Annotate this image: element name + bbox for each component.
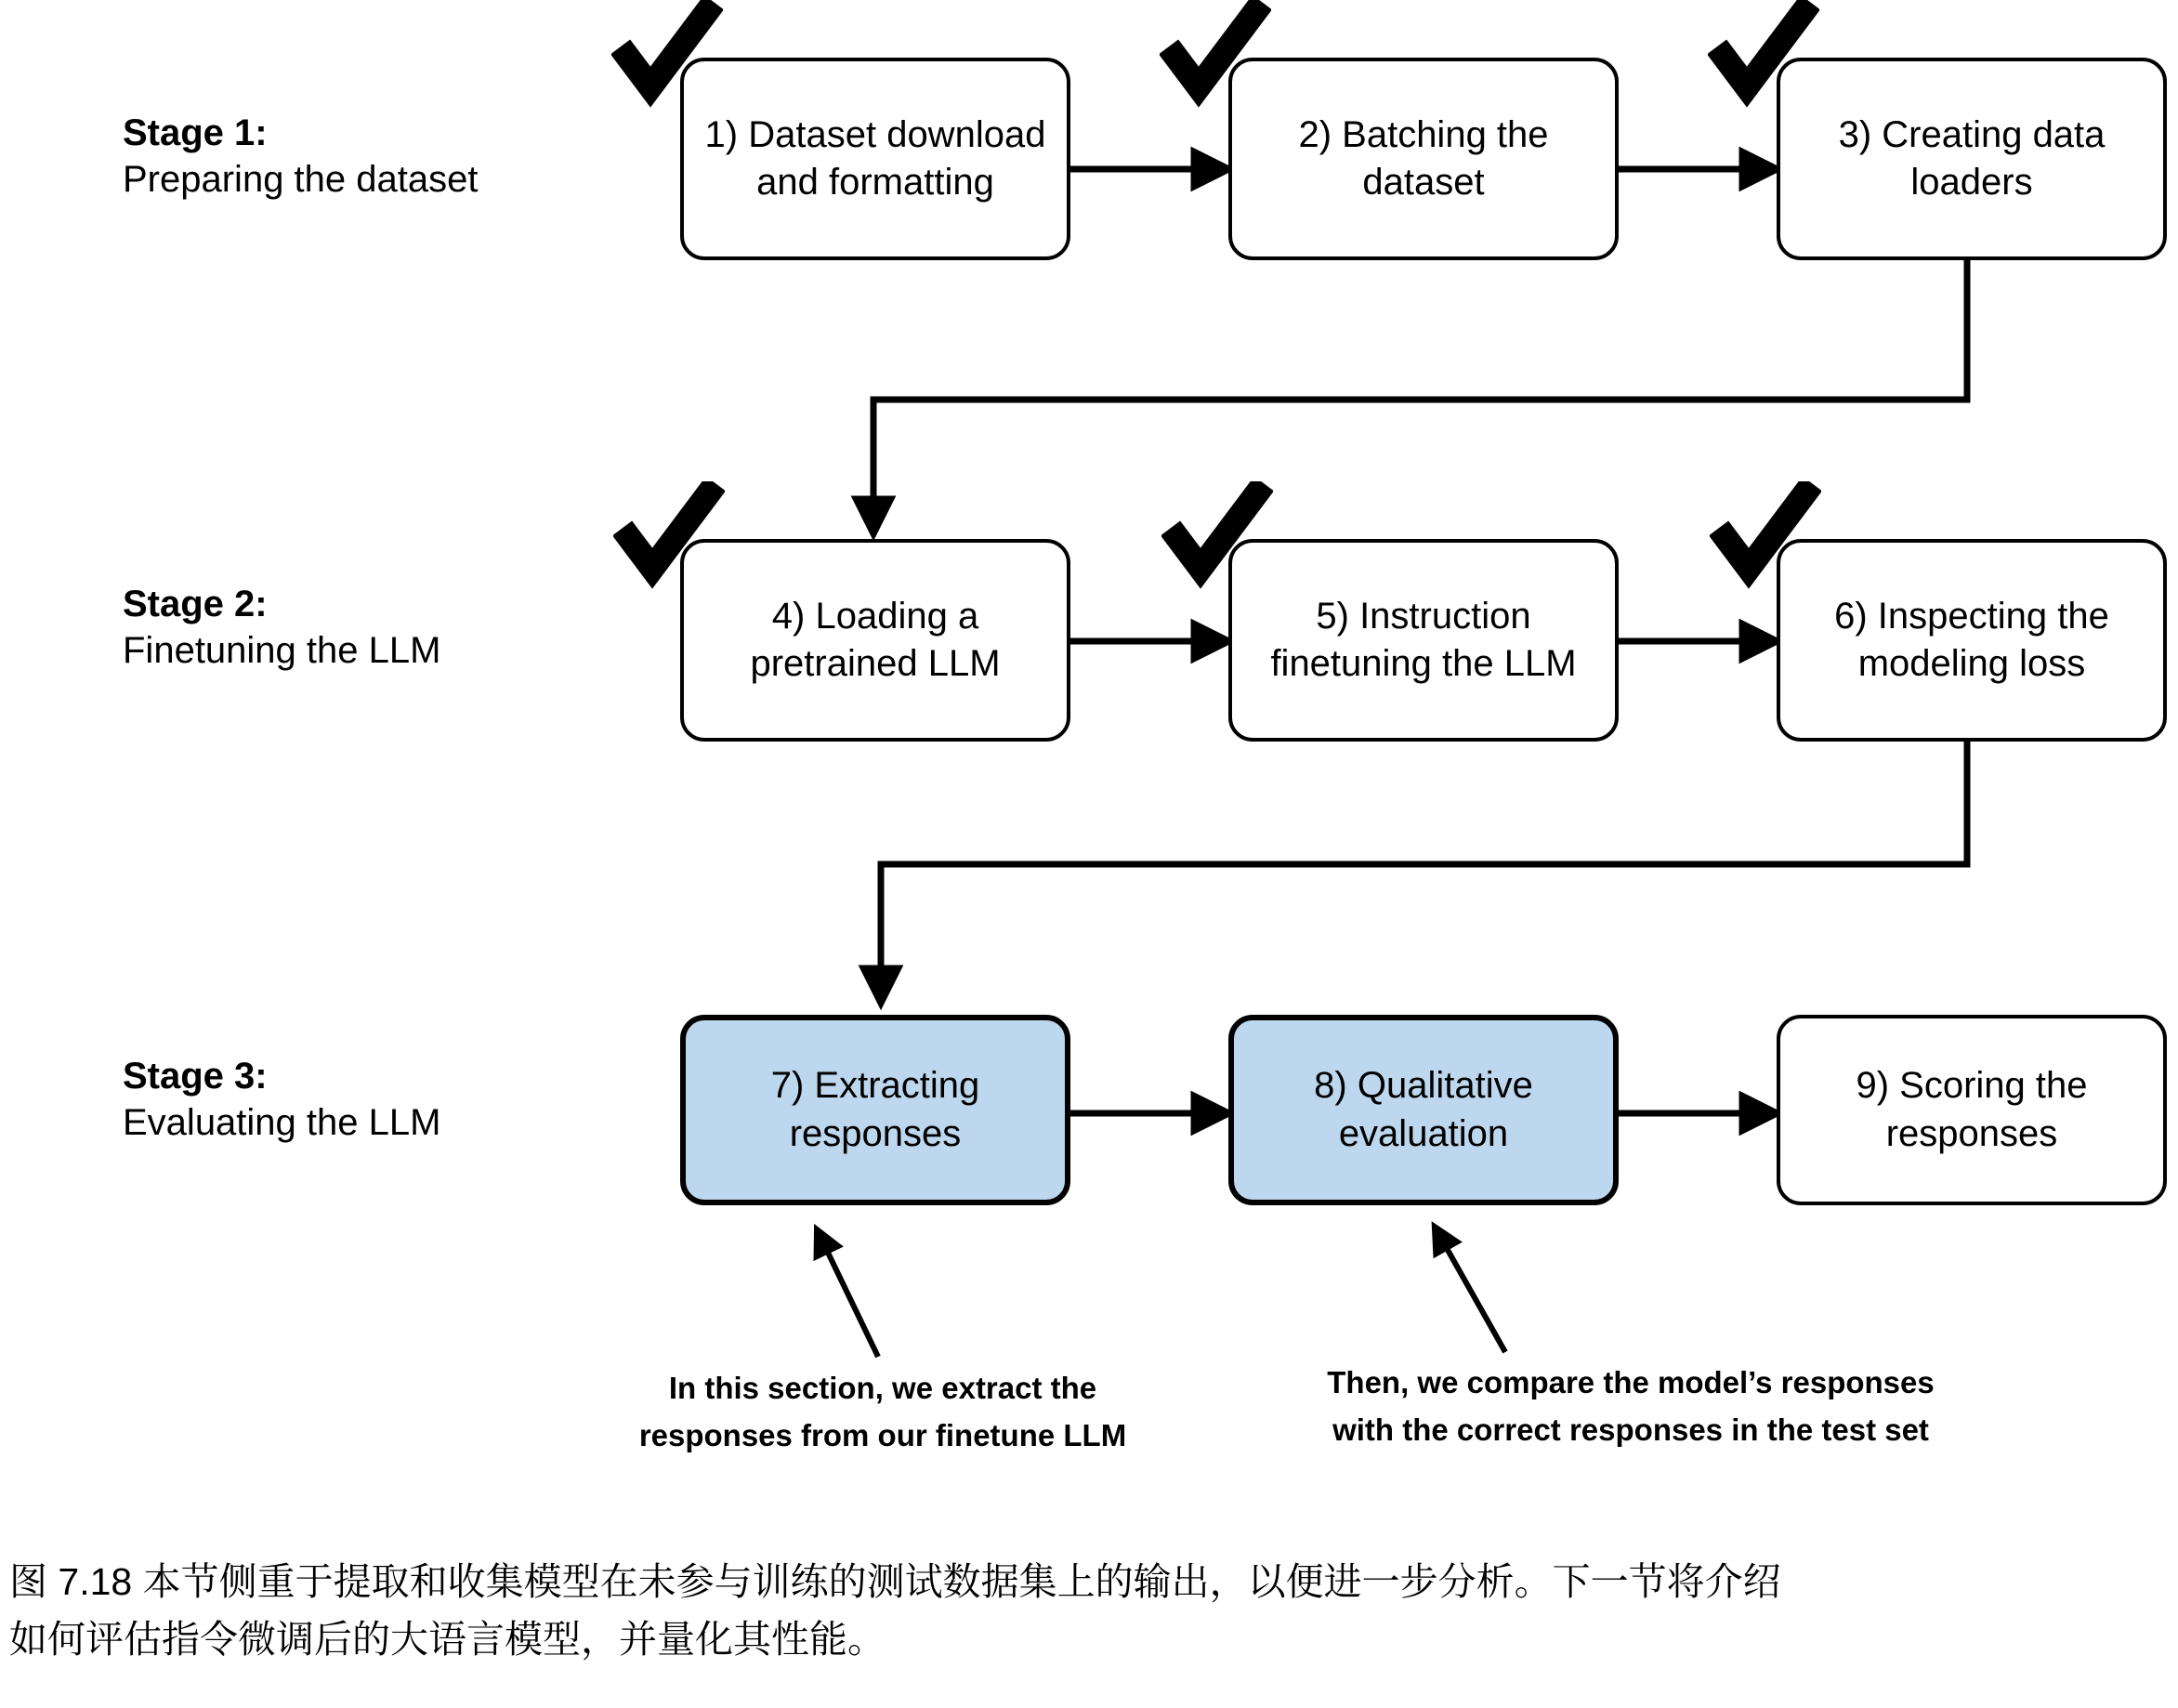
- flow-node-6[interactable]: [1777, 539, 2167, 742]
- annotation-1-line-2: responses from our finetune LLM: [638, 1418, 1127, 1453]
- flow-node-9-label: 9) Scoring the responses: [1856, 1065, 2088, 1154]
- checkmark-icon-node-5: [1161, 481, 1273, 593]
- flow-node-5[interactable]: [1228, 539, 1619, 742]
- caption-line-1: 图 7.18 本节侧重于提取和收集模型在未参与训练的测试数据集上的输出，以便进一步分析。下一节将介绍: [9, 1560, 1781, 1603]
- flow-node-7[interactable]: [680, 1015, 1070, 1205]
- stage-3-title: Stage 3:: [123, 1056, 268, 1097]
- flow-node-8-label: 8) Qualitative evaluation: [1314, 1065, 1533, 1154]
- stage-label-2: [123, 581, 643, 674]
- checkmark-icon-node-2: [1160, 0, 1271, 112]
- flow-node-4[interactable]: [680, 539, 1070, 742]
- flow-node-8[interactable]: [1228, 1015, 1619, 1205]
- checkmark-icon-node-6: [1710, 481, 1821, 593]
- stage-2-title: Stage 2:: [123, 584, 268, 624]
- stage-2-subtitle: Finetuning the LLM: [123, 630, 441, 671]
- checkmark-icon-node-3: [1708, 0, 1819, 112]
- caption-line-2: 如何评估指令微调后的大语言模型，并量化其性能。: [9, 1617, 886, 1661]
- stage-1-subtitle: Preparing the dataset: [123, 159, 479, 200]
- flow-node-9[interactable]: [1777, 1015, 2167, 1205]
- stage-label-1: [123, 110, 643, 203]
- stage-label-3: [123, 1053, 643, 1146]
- annotation-2-line-1: Then, we compare the model’s responses: [1327, 1365, 1935, 1399]
- flow-node-2-label: 2) Batching the dataset: [1298, 113, 1549, 203]
- checkmark-icon-node-1: [611, 0, 723, 112]
- annotation-extract-responses: [576, 1364, 1189, 1459]
- flow-node-1-label: 1) Dataset download and formatting: [704, 113, 1046, 203]
- flow-node-7-label: 7) Extracting responses: [770, 1065, 980, 1154]
- annotation-1-line-1: In this section, we extract the: [668, 1371, 1097, 1405]
- stage-1-title: Stage 1:: [123, 112, 268, 153]
- annotation-compare-responses: [1245, 1359, 2016, 1453]
- checkmark-icon-node-4: [613, 481, 725, 593]
- flow-node-3-label: 3) Creating data loaders: [1838, 113, 2106, 203]
- figure-caption: [9, 1554, 2169, 1668]
- flow-node-4-label: 4) Loading a pretrained LLM: [750, 595, 1001, 684]
- flow-node-1[interactable]: [680, 58, 1070, 260]
- annotation-2-line-2: with the correct responses in the test set: [1332, 1412, 1929, 1448]
- stage-3-subtitle: Evaluating the LLM: [123, 1102, 441, 1143]
- flow-node-5-label: 5) Instruction finetuning the LLM: [1270, 595, 1577, 684]
- flow-node-3[interactable]: [1777, 58, 2167, 260]
- flow-node-6-label: 6) Inspecting the modeling loss: [1834, 595, 2109, 684]
- flow-node-2[interactable]: [1228, 58, 1619, 260]
